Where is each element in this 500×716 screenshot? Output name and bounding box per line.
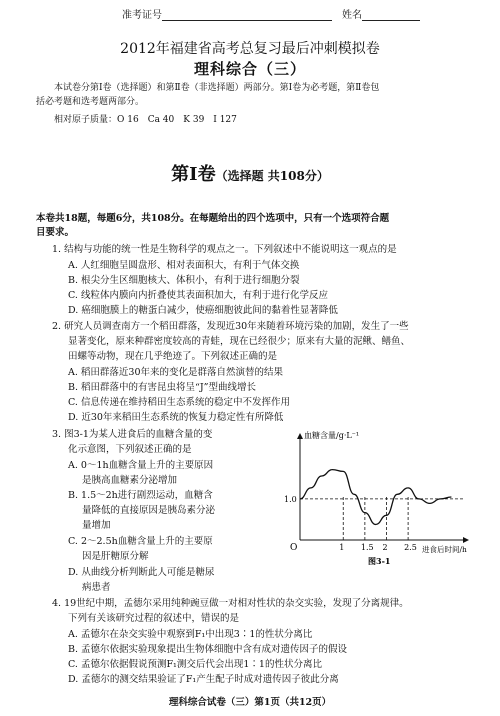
question-1-stem: 1. 结构与功能的统一性是生物科学的观点之一。下列叙述中不能说明这一观点的是 — [52, 244, 397, 255]
question-2-option-c: C. 信息传递在维持稻田生态系统的稳定中不发挥作用 — [68, 397, 290, 408]
page-footer: 理科综合试卷（三）第1页（共12页） — [168, 697, 332, 708]
x-tick-label: 2 — [382, 543, 388, 552]
question-2-stem-1: 2. 研究人员调查南方一个稻田群落，发现近30年来随着环境污染的加剧，发生了一些 — [52, 321, 409, 332]
instructions-line-1: 本卷共18题，每题6分，共108分。在每题给出的四个选项中，只有一个选项符合题 — [36, 213, 390, 224]
exam-id-blank — [162, 9, 332, 21]
question-2-option-b: B. 稻田群落中的有害昆虫将呈“J”型曲线增长 — [68, 382, 257, 393]
question-3-option-a-1: A. 0～1h血糖含量上升的主要原因 — [68, 460, 214, 471]
question-4-option-b: B. 孟德尔依据实验现象提出生物体细胞中含有成对遗传因子的假设 — [68, 644, 348, 655]
name-blank — [362, 9, 420, 21]
question-2-option-a: A. 稻田群落近30年来的变化是群落自然演替的结果 — [68, 367, 283, 378]
chart-caption: 图3-1 — [368, 556, 391, 566]
question-3-option-d-1: D. 从曲线分析判断此人可能是糖尿 — [68, 567, 215, 578]
question-4-option-c: C. 孟德尔依据假说预测F₁测交后代会出现1∶1的性状分离比 — [68, 659, 322, 670]
question-1-option-a: A. 人红细胞呈圆盘形、相对表面积大，有利于气体交换 — [68, 260, 300, 271]
question-4-stem-2: 下列有关该研究过程的叙述中，错误的是 — [68, 613, 240, 624]
exam-id-label: 准考证号 — [122, 10, 162, 21]
question-1-option-c: C. 线粒体内膜向内折叠使其表面积加大，有利于进行化学反应 — [68, 290, 328, 301]
question-1-option-d: D. 癌细胞膜上的糖蛋白减少，使癌细胞彼此间的黏着性显著降低 — [68, 305, 338, 316]
question-3-option-b-1: B. 1.5～2h进行剧烈运动，血糖含 — [68, 490, 213, 501]
question-4-stem-1: 4. 19世纪中期，孟德尔采用纯种豌豆做一对相对性状的杂交实验，发现了分离规律。 — [52, 598, 409, 609]
atomic-mass-line: 相对原子质量：O 16 Ca 40 K 39 I 127 — [54, 115, 237, 125]
question-4-option-d: D. 孟德尔的测交结果验证了F₁产生配子时成对遗传因子彼此分离 — [68, 674, 339, 685]
question-3-option-b-3: 量增加 — [82, 520, 111, 531]
question-3-option-c-1: C. 2～2.5h血糖含量上升的主要原 — [68, 536, 213, 547]
section-heading — [0, 160, 500, 186]
exam-id-field — [122, 6, 332, 21]
question-4-option-a: A. 孟德尔在杂交实验中观察到F₁中出现3∶1的性状分离比 — [68, 629, 313, 640]
origin-label: O — [290, 543, 298, 553]
chart-svg — [282, 428, 472, 568]
question-3-stem-2: 化示意图，下列叙述正确的是 — [68, 444, 192, 455]
exam-title: 2012年福建省高考总复习最后冲刺模拟卷 — [120, 41, 380, 57]
question-2-stem-3: 田螺等动物，现在几乎绝迹了。下列叙述正确的是 — [68, 351, 278, 362]
question-2-stem-2: 显著变化，原来种群密度较高的青蛙，现在已经很少；原来有大量的泥鳅、鳝鱼、 — [68, 336, 411, 347]
blood-glucose-chart — [282, 428, 472, 568]
question-3-option-c-2: 因是肝糖原分解 — [82, 551, 149, 562]
section-subtitle: （选择题 共108分） — [215, 169, 329, 183]
exam-subtitle: 理科综合（三） — [193, 60, 306, 78]
blood-glucose-curve — [300, 470, 451, 525]
intro-line-2: 括必考题和选考题两部分。 — [36, 97, 145, 107]
question-3-option-b-2: 量降低的直接原因是胰岛素分泌 — [82, 505, 216, 516]
question-2-option-d: D. 近30年来稻田生态系统的恢复力稳定性有所降低 — [68, 412, 284, 423]
instructions — [36, 212, 476, 240]
question-3-option-a-2: 是胰高血糖素分泌增加 — [82, 475, 178, 486]
x-tick-label: 2.5 — [404, 543, 417, 552]
y-axis-label: 血糖含量/g·L⁻¹ — [304, 431, 360, 440]
section-title: 第Ⅰ卷 — [171, 164, 216, 185]
question-3-option-d-2: 病患者 — [82, 582, 111, 593]
name-label: 姓名 — [342, 10, 362, 21]
x-axis-label: 进食后时间/h — [422, 545, 467, 554]
question-3-stem-1: 3. 图3-1为某人进食后的血糖含量的变 — [52, 429, 213, 440]
name-field — [342, 6, 420, 21]
y-tick-label: 1.0 — [284, 494, 297, 504]
header-line — [0, 6, 500, 20]
instructions-line-2: 目要求。 — [36, 227, 75, 238]
intro-line-1: 本试卷分第Ⅰ卷（选择题）和第Ⅱ卷（非选择题）两部分。第Ⅰ卷为必考题，第Ⅱ卷包 — [54, 83, 380, 93]
x-tick-label: 1 — [339, 543, 345, 552]
question-1-option-b: B. 根尖分生区细胞核大、体积小，有利于进行细胞分裂 — [68, 275, 300, 286]
x-tick-label: 1.5 — [360, 543, 374, 552]
